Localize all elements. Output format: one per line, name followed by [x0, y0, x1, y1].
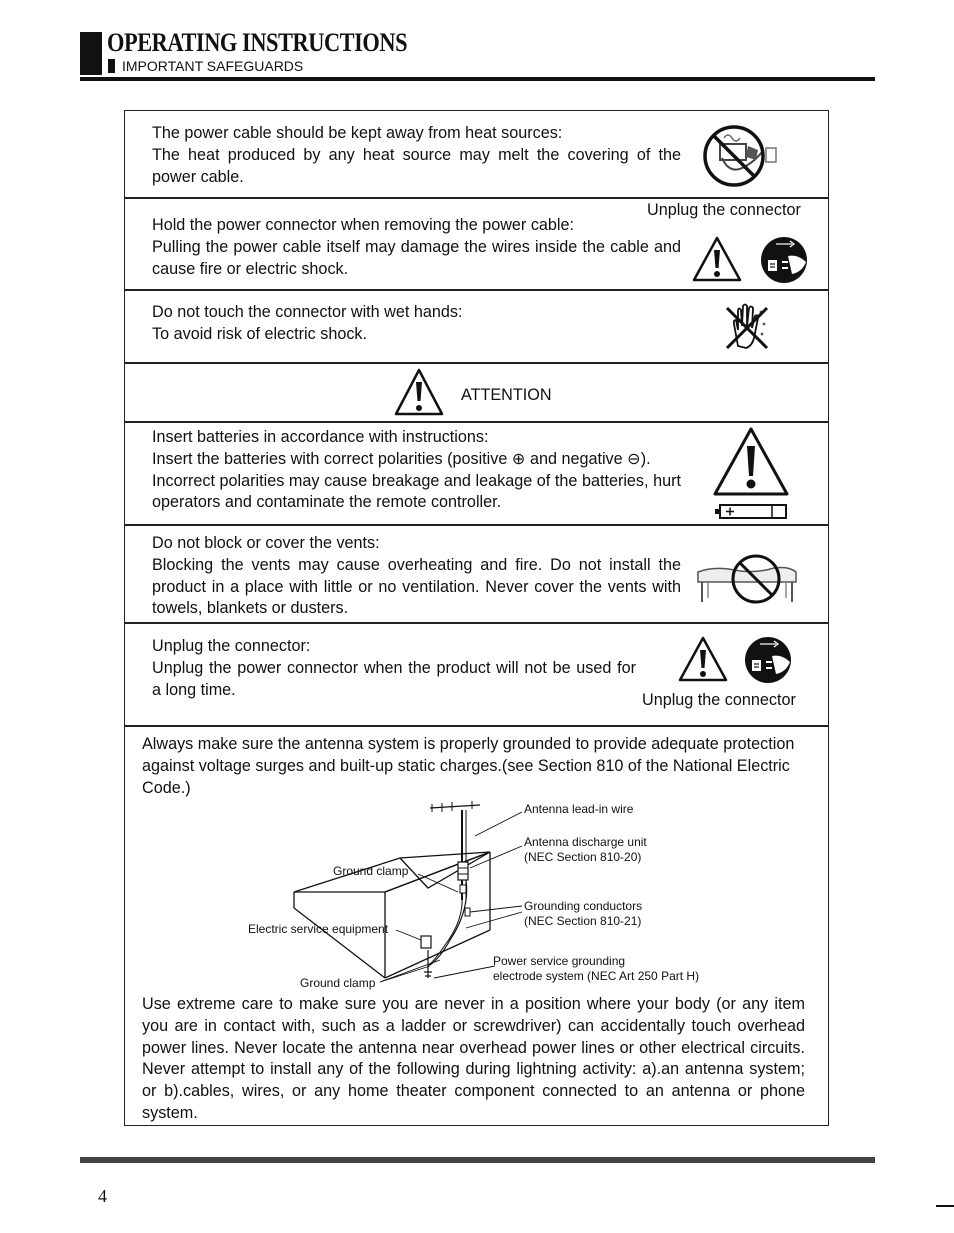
- attention-label: ATTENTION: [461, 386, 552, 404]
- warning-triangle-icon: [678, 636, 728, 682]
- antenna-warning: Use extreme care to make sure you are never in a position where your body (or any item you are in contact with, such as a ladder or screwdriver) can accidentally touch overhead power lines. Never locate the antenna near overhead power lines or other electrical circuits. Never attempt to install any of the following during lightning activity: a).an antenna system; or b).cables, wires, or any home theater component connected to an antenna or phone system.: [142, 995, 805, 1122]
- divider: [125, 362, 829, 364]
- label-ground-clamp-top: Ground clamp: [333, 864, 409, 878]
- label-electric-service: Electric service equipment: [248, 922, 389, 936]
- attention-triangle-icon: [394, 368, 444, 416]
- label-ground-clamp-bottom: Ground clamp: [300, 976, 376, 990]
- divider: [125, 524, 829, 526]
- divider: [125, 197, 829, 199]
- divider: [125, 421, 829, 423]
- section-heat-sources: [152, 123, 681, 188]
- divider: [125, 622, 829, 624]
- divider: [125, 289, 829, 291]
- label-discharge-unit: Antenna discharge unit: [524, 835, 647, 849]
- section-heading: Hold the power connector when removing the power cable:: [152, 216, 575, 234]
- label-power-service: Power service grounding: [493, 954, 626, 968]
- subtitle-mark: [108, 59, 115, 73]
- polarity-text: ).: [640, 449, 651, 468]
- unplug-connector-icon: [744, 634, 794, 684]
- antenna-intro: Always make sure the antenna system is properly grounded to provide adequate protection against voltage surges and built-up static charges.(see Section 810 of the National Electric Code.): [142, 735, 795, 797]
- section-body: Pulling the power cable itself may damage the wires inside the cable and cause fire or electric shock.: [152, 237, 681, 278]
- section-body: Incorrect polarities may cause breakage and leakage of the batteries, hurt operators and contaminate the remote controller.: [152, 471, 681, 512]
- section-heading: Do not touch the connector with wet hands:: [152, 303, 463, 321]
- unplug-caption-bottom: Unplug the connector: [642, 691, 796, 709]
- page-subtitle: IMPORTANT SAFEGUARDS: [122, 58, 304, 74]
- negative-symbol: ⊖: [627, 449, 641, 468]
- label-power-service-system: electrode system (NEC Art 250 Part H): [493, 969, 700, 983]
- no-wet-hands-icon: [724, 302, 772, 350]
- section-heading: Insert batteries in accordance with instructions:: [152, 428, 489, 446]
- section-wet-hands: [152, 302, 681, 346]
- footer-rule: [80, 1157, 875, 1163]
- section-hold-connector: [152, 215, 681, 280]
- polarity-line: [152, 449, 681, 471]
- page-number: 4: [98, 1186, 107, 1206]
- positive-symbol: ⊕: [511, 449, 526, 468]
- page-title: OPERATING INSTRUCTIONS: [107, 28, 408, 57]
- no-cover-vents-icon: [694, 550, 800, 604]
- section-vents: [152, 533, 681, 620]
- divider: [125, 725, 829, 727]
- polarity-text: Insert the batteries with correct polarities (positive: [152, 449, 512, 468]
- label-grounding-conductors: Grounding conductors: [524, 899, 643, 913]
- section-body: Blocking the vents may cause overheating and fire. Do not install the product in a place with little or no ventilation. Never cover the vents with towels, blankets or dusters.: [152, 555, 681, 618]
- battery-warning-icon: [712, 426, 790, 522]
- warning-triangle-icon: [692, 236, 742, 282]
- polarity-text: and negative: [525, 449, 628, 468]
- section-unplug: [152, 636, 636, 701]
- section-heading: Unplug the connector:: [152, 637, 311, 655]
- section-body: Unplug the power connector when the product will not be used for a long time.: [152, 658, 636, 699]
- label-discharge-section: (NEC Section 810-20): [524, 850, 642, 864]
- header-block-mark: [80, 32, 102, 75]
- no-heat-cable-icon: [700, 124, 782, 192]
- section-batteries: [152, 427, 681, 514]
- header-rule: [80, 77, 875, 81]
- section-heading: Do not block or cover the vents:: [152, 534, 380, 552]
- unplug-caption-top: Unplug the connector: [647, 201, 801, 219]
- label-lead-in: Antenna lead-in wire: [524, 802, 634, 816]
- unplug-connector-icon: [760, 234, 810, 284]
- section-body: To avoid risk of electric shock.: [152, 324, 368, 343]
- section-heading: The power cable should be kept away from heat sources:: [152, 124, 563, 142]
- label-grounding-section: (NEC Section 810-21): [524, 914, 642, 928]
- section-body: The heat produced by any heat source may melt the covering of the power cable.: [152, 145, 681, 186]
- corner-mark: [936, 1205, 954, 1207]
